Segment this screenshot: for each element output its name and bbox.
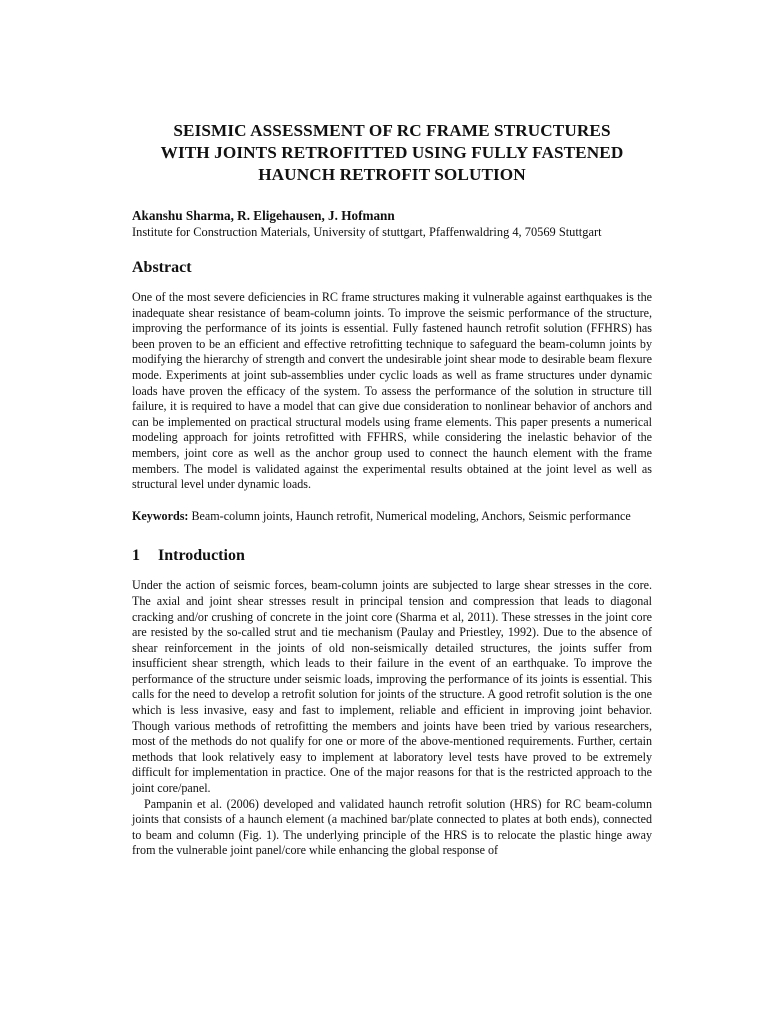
title-line: WITH JOINTS RETROFITTED USING FULLY FASTENED bbox=[160, 143, 624, 162]
section-heading bbox=[132, 546, 652, 566]
title-line: HAUNCH RETROFIT SOLUTION bbox=[258, 165, 526, 184]
paper-title bbox=[132, 120, 652, 186]
authors: Akanshu Sharma, R. Eligehausen, J. Hofmann bbox=[132, 208, 395, 223]
title-line: SEISMIC ASSESSMENT OF RC FRAME STRUCTURES bbox=[173, 121, 611, 140]
keywords bbox=[132, 509, 652, 525]
affiliation: Institute for Construction Materials, University of stuttgart, Pfaffenwaldring 4, 70569 Stuttgart bbox=[132, 225, 602, 239]
intro-paragraph-1: Under the action of seismic forces, beam-column joints are subjected to large shear stresses in the core. The axial and joint shear stresses result in principal tension and compression that leads to diagonal cracking and/or crushing of concrete in the joint core (Sharma et al, 2011). These stresses in the joint core are resisted by the so-called strut and tie mechanism (Paulay and Priestley, 1992). Due to the absence of shear reinforcement in the joints of old non-seismically detailed structures, the joints suffer from insufficient shear strength, which leads to their failure in the event of an earthquake. To improve the performance of the structure under seismic loads, improving the performance of its joints is essential. This calls for the need to develop a retrofit solution for joints of the structure. A good retrofit solution is the one which is less invasive, easy and fast to implement, reliable and efficient in improving joint behavior. Though various methods of retrofitting the members and joints have been tried by various researchers, most of the methods do not qualify for one or more of the above-mentioned requirements. Further, certain methods that look relatively easy to implement at laboratory level tests have proved to be extremely difficult for implementation in practice. One of the major reasons for that is the restricted approach to the joint core/panel. bbox=[132, 578, 652, 796]
keywords-text: Beam-column joints, Haunch retrofit, Numerical modeling, Anchors, Seismic performance bbox=[188, 508, 631, 523]
abstract-heading: Abstract bbox=[132, 259, 192, 276]
keywords-label: Keywords: bbox=[132, 508, 189, 523]
section-title: Introduction bbox=[158, 547, 245, 565]
intro-paragraph-2: Pampanin et al. (2006) developed and validated haunch retrofit solution (HRS) for RC beam-column joints that consists of a haunch element (a machined bar/plate connected to plates at both ends), connected to beam and column (Fig. 1). The underlying principle of the HRS is to relocate the plastic hinge away from the vulnerable joint panel/core while enhancing the global response of bbox=[132, 796, 652, 858]
abstract-text: One of the most severe deficiencies in RC frame structures making it vulnerable against earthquakes is the inadequate shear resistance of beam-column joints. To improve the seismic performance of the structure, improving the performance of its joints is essential. Fully fastened haunch retrofit solution (FFHRS) has been proven to be an efficient and effective retrofitting technique to safeguard the beam-column joints by modifying the hierarchy of strength and convert the undesirable joint shear mode to desirable beam flexure mode. Experiments at joint sub-assemblies under cyclic loads as well as frame structures under dynamic loads have proven the efficacy of the system. To assess the performance of the solution in structure till failure, it is required to have a model that can give due consideration to nonlinear behavior of anchors and can be implemented on practical structural models using frame elements. This paper presents a numerical modeling approach for joints retrofitted with FFHRS, while considering the inelastic behavior of the members, joint core as well as the anchor group used to connect the haunch element with the frame members. The model is validated against the experimental results obtained at the joint level as well as structural level under dynamic loads. bbox=[132, 290, 652, 492]
section-number: 1 bbox=[132, 547, 140, 565]
